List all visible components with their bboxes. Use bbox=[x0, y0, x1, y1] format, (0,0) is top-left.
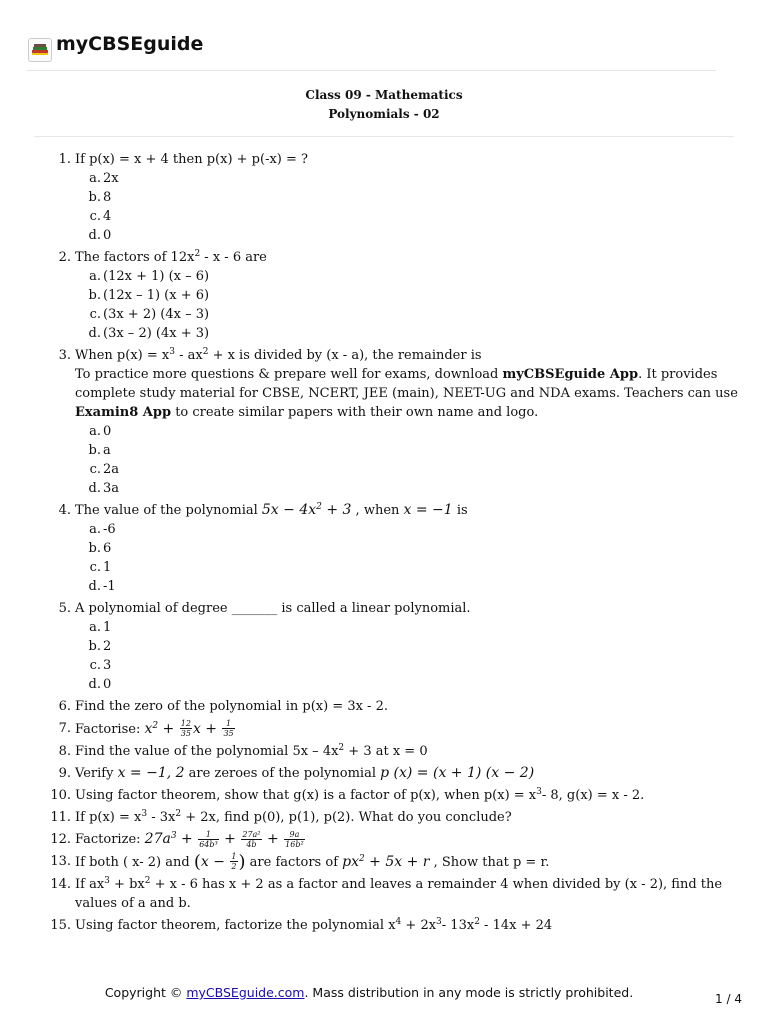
divider bbox=[34, 136, 734, 137]
question-text: If both ( x- 2) and (x − $\frac{1}{2}$ ) are factors of $px^2 + 5x + r$ , Show that p = r. bbox=[75, 851, 550, 872]
option: c. 1 bbox=[89, 560, 112, 575]
question-2 bbox=[58, 248, 755, 343]
question-number: 13. bbox=[50, 854, 71, 869]
question-number: 15. bbox=[50, 917, 71, 933]
math-expression: x = −1, 2 bbox=[117, 764, 185, 781]
site-header bbox=[26, 30, 716, 71]
question-text: Using factor theorem, factorize the polynomial $x^4 + 2x^3-$ $13x^2 - 14x + 24$ bbox=[75, 916, 553, 933]
option: a. 0 bbox=[89, 424, 112, 439]
option: c. 2a bbox=[89, 462, 120, 477]
question-text: Factorise: $x^2$ + $\frac{12}{35}$ x + $\frac{1}{35}$ bbox=[75, 719, 234, 738]
option: b. 2 bbox=[88, 639, 112, 654]
question-number: 8. bbox=[58, 743, 71, 759]
question-1 bbox=[58, 150, 755, 245]
option: a. 1 bbox=[89, 620, 112, 635]
page-number: 1 / 4 bbox=[715, 992, 742, 1006]
math-expression: x = −1 bbox=[403, 502, 453, 518]
option: d. (3x – 2) (4x + 3) bbox=[88, 326, 210, 341]
question-number: 7. bbox=[58, 721, 71, 736]
option: a. -6 bbox=[89, 522, 116, 537]
math-expression: (x − $\frac{1}{2}$ ) bbox=[193, 851, 246, 872]
option: d. 3a bbox=[88, 481, 120, 496]
logo-icon[interactable] bbox=[28, 38, 52, 62]
promo-text: To practice more questions & prepare well for exams, download myCBSEguide App. It provides complete study material for CBSE, NCERT, JEE (main), NEET-UG and NDA exams. Teachers can use Examin8 App to create similar papers with their own name and logo. bbox=[75, 367, 738, 420]
option: a. (12x + 1) (x – 6) bbox=[89, 269, 210, 284]
question-6 bbox=[58, 697, 755, 716]
question-list bbox=[40, 150, 755, 938]
brand-name[interactable]: myCBSEguide bbox=[56, 33, 204, 55]
copyright-footer: Copyright © myCBSEguide.com. Mass distribution in any mode is strictly prohibited. bbox=[104, 985, 634, 1000]
question-4 bbox=[58, 501, 755, 596]
examin8-app-link[interactable]: Examin8 App bbox=[75, 405, 172, 420]
question-text: A polynomial of degree _______ is called a linear polynomial. bbox=[75, 601, 471, 616]
question-13 bbox=[50, 851, 755, 872]
math-expression: $27a^3$ + $\frac{1}{\text{64b³}}$ + $\frac{\text{27a²}}{4b}$ + $\frac{9a}{\text{16b²}}$ bbox=[144, 829, 304, 849]
question-11 bbox=[50, 808, 755, 827]
class-title: Class 09 - Mathematics bbox=[305, 88, 463, 102]
question-number: 4. bbox=[58, 503, 71, 518]
math-expression: $5x - 4x^2 + 3$ bbox=[261, 502, 352, 518]
option-list bbox=[75, 422, 755, 498]
question-14 bbox=[50, 875, 755, 913]
option: b. (12x – 1) (x + 6) bbox=[88, 288, 210, 303]
option: c. 3 bbox=[89, 658, 112, 673]
option: c. 4 bbox=[89, 209, 112, 224]
question-text: Find the zero of the polynomial in p(x) = 3x - 2. bbox=[75, 699, 388, 714]
question-number: 9. bbox=[58, 765, 71, 781]
question-12 bbox=[50, 829, 755, 850]
option-list bbox=[75, 169, 755, 245]
option-list bbox=[75, 267, 755, 343]
question-text: The factors of $12x^2$ - x - 6 are bbox=[75, 249, 267, 265]
option: b. 8 bbox=[88, 190, 112, 205]
math-expression: p (x) = (x + 1) (x − 2) bbox=[380, 764, 535, 781]
question-5 bbox=[58, 599, 755, 694]
document-title bbox=[0, 86, 768, 124]
option-list bbox=[75, 618, 755, 694]
question-text: Verify x = −1, 2 are zeroes of the polynomial p (x) = (x + 1) (x − 2) bbox=[75, 764, 535, 781]
option: d. 0 bbox=[88, 677, 112, 692]
option: d. 0 bbox=[88, 228, 112, 243]
question-text: If p(x) = x + 4 then p(x) + p(-x) = ? bbox=[75, 152, 308, 167]
question-9 bbox=[58, 764, 755, 783]
question-text: Using factor theorem, show that g(x) is a factor of p(x), when $p(x) = x^3-$ 8, g(x) = x - 2. bbox=[75, 786, 645, 803]
question-7 bbox=[58, 719, 755, 739]
question-number: 12. bbox=[50, 831, 71, 847]
question-text: If $ax^3 + bx^2 + x - 6$ has x + 2 as a factor and leaves a remainder 4 when divided by (x - 2), find the values of a and b. bbox=[75, 875, 723, 911]
option-list bbox=[75, 520, 755, 596]
option: b. 6 bbox=[88, 541, 112, 556]
option: b. a bbox=[88, 443, 111, 458]
math-expression: $x^2$ + $\frac{12}{35}$ x + $\frac{1}{35}$ bbox=[144, 719, 234, 738]
question-number: 5. bbox=[58, 601, 71, 616]
question-3 bbox=[58, 346, 755, 498]
question-text: If $p(x) = x^3 - 3x^2 + 2x$, find p(0), p(1), p(2). What do you conclude? bbox=[75, 808, 512, 825]
question-number: 14. bbox=[50, 876, 71, 892]
chapter-title: Polynomials - 02 bbox=[328, 107, 440, 121]
option: a. 2x bbox=[89, 171, 119, 186]
question-text: When $p(x) = x^3 - ax^2 + x$ is divided by (x - a), the remainder is bbox=[75, 347, 482, 363]
question-number: 3. bbox=[58, 348, 71, 363]
question-text: The value of the polynomial $5x - 4x^2 + 3$ , when x = −1 is bbox=[75, 502, 468, 518]
option: d. -1 bbox=[88, 579, 116, 594]
question-10 bbox=[50, 786, 755, 805]
math-expression: $px^2 + 5x + r$ bbox=[342, 853, 430, 870]
question-number: 10. bbox=[50, 787, 71, 803]
question-number: 1. bbox=[58, 152, 71, 167]
question-8 bbox=[58, 742, 755, 761]
question-number: 2. bbox=[58, 250, 71, 265]
question-15 bbox=[50, 916, 755, 935]
question-number: 11. bbox=[50, 809, 71, 825]
mycbseguide-app-link[interactable]: myCBSEguide App bbox=[502, 367, 639, 382]
mycbseguide-link[interactable]: myCBSEguide.com bbox=[186, 985, 305, 1000]
question-text: Find the value of the polynomial $5x - 4x^2 + 3$ at x = 0 bbox=[75, 742, 428, 759]
question-number: 6. bbox=[58, 699, 71, 714]
option: c. (3x + 2) (4x – 3) bbox=[89, 307, 210, 322]
question-text: Factorize: $27a^3$ + $\frac{1}{\text{64b³}}$ + $\frac{\text{27a²}}{4b}$ + $\frac{9a}{\text{16b²}}$ bbox=[75, 829, 304, 849]
